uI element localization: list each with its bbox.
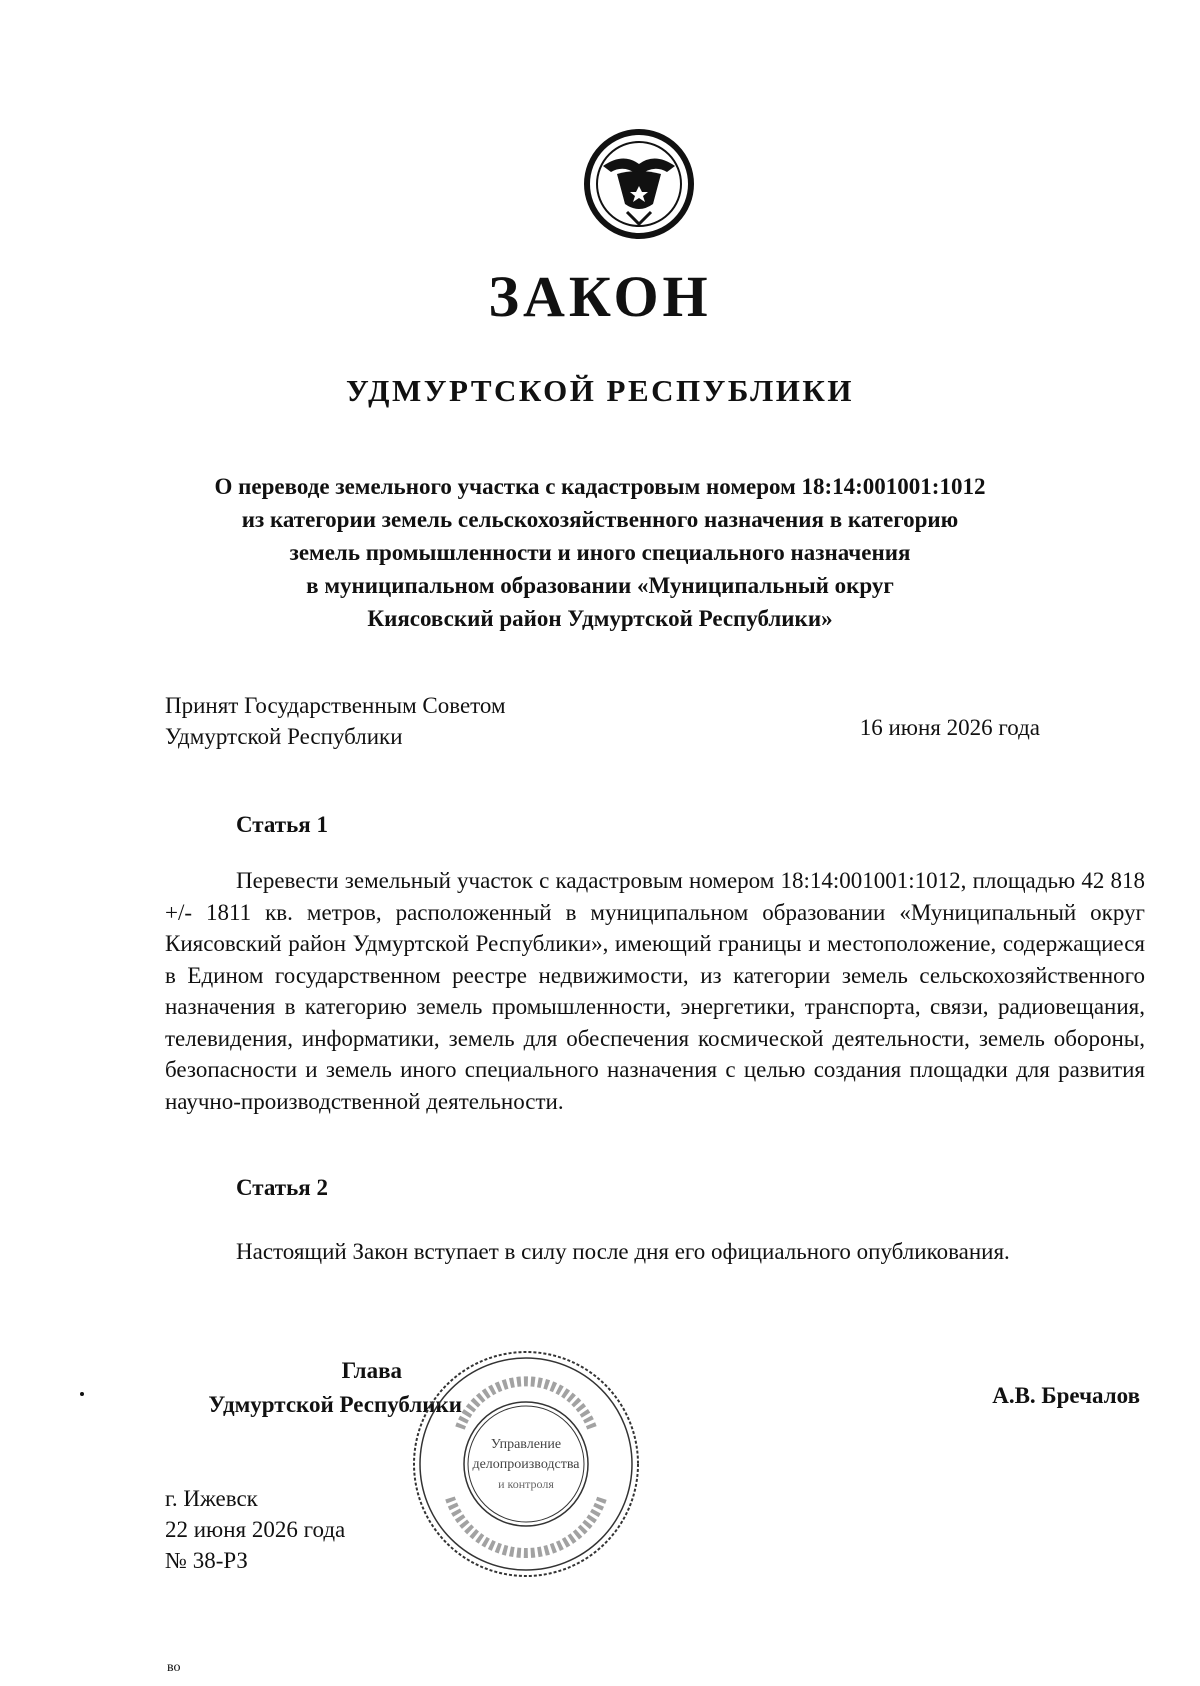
stray-dot — [80, 1392, 84, 1396]
adoption-body-line: Принят Государственным Советом — [165, 693, 506, 718]
enactment-date: 22 июня 2026 года — [165, 1517, 346, 1542]
law-title: ЗАКОН — [488, 264, 712, 329]
caption-line: земель промышленности и иного специального назначения — [289, 540, 911, 565]
enactment-place: г. Ижевск — [165, 1486, 258, 1511]
caption-line: Киясовский район Удмуртской Республики» — [367, 606, 833, 631]
adoption-body — [165, 690, 506, 752]
enactment-details — [165, 1483, 345, 1576]
caption-line: О переводе земельного участка с кадастровым номером 18:14:001001:1012 — [214, 474, 986, 499]
adoption-body-line: Удмуртской Республики — [165, 724, 403, 749]
caption-line: в муниципальном образовании «Муниципальный округ — [306, 573, 894, 598]
document-mark: во — [167, 1660, 181, 1675]
article-2-text: Настоящий Закон вступает в силу после дня его официального опубликования. — [236, 1239, 1010, 1264]
law-subtitle: УДМУРТСКОЙ РЕСПУБЛИКИ — [346, 373, 854, 408]
adoption-date: 16 июня 2026 года — [859, 715, 1040, 740]
law-number: № 38-РЗ — [165, 1548, 248, 1573]
seal-center-line: Управление — [490, 1437, 562, 1452]
signatory-name: А.В. Бречалов — [992, 1383, 1140, 1408]
signatory-position-line: Глава — [341, 1358, 402, 1383]
article-2-heading: Статья 2 — [236, 1175, 328, 1200]
caption-line: из категории земель сельскохозяйственного назначения в категорию — [241, 507, 959, 532]
seal-center-line: делопроизводства — [472, 1457, 580, 1472]
law-caption — [150, 470, 1050, 635]
seal-center-line: и контроля — [498, 1477, 554, 1491]
signatory-position-line: Удмуртской Республики — [208, 1392, 462, 1417]
article-1-text: Перевести земельный участок с кадастровым номером 18:14:001001:1012, площадью 42 818 +/- 1811 кв. метров, расположенный в муниципальном образовании «Муниципальный округ Киясовский район Удмуртской Республики», имеющий границы и местоположение, содержащиеся в Едином государственном реестре недвижимости, из категории земель сельскохозяйственного назначения в категорию земель промышленности, энергетики, транспорта, связи, радиовещания, телевидения, информатики, земель для обеспечения космической деятельности, земель обороны, безопасности и земель иного специального назначения с целью создания площадки для развития научно-производственной деятельности. — [165, 868, 1145, 1114]
coat-of-arms-emblem — [583, 128, 695, 240]
official-seal-stamp — [410, 1348, 642, 1580]
article-1-heading: Статья 1 — [236, 812, 328, 837]
